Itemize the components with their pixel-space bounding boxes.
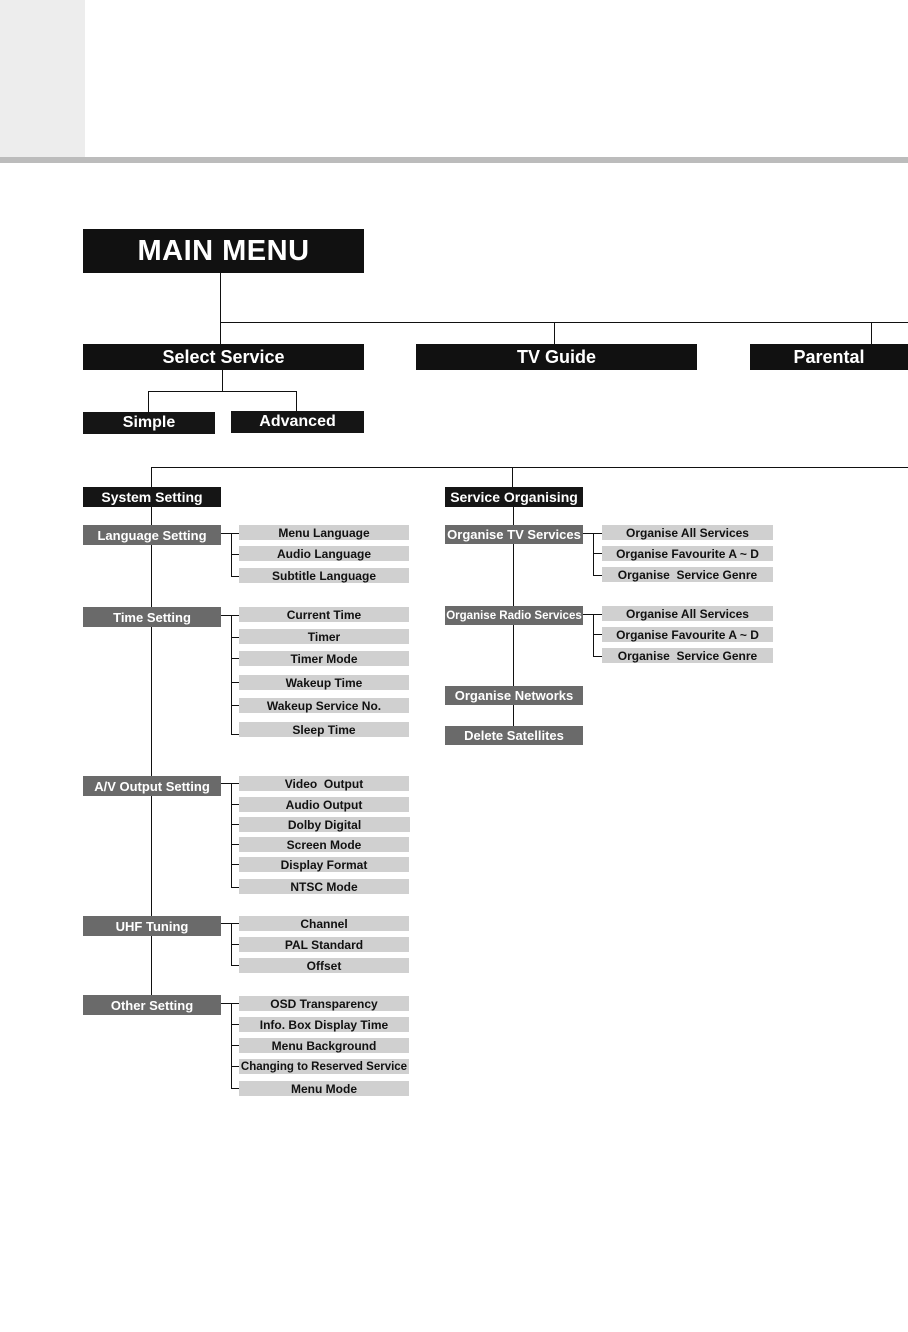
connector	[231, 783, 232, 888]
connector	[231, 1024, 239, 1025]
select-service-box: Select Service	[83, 344, 364, 370]
connector	[231, 824, 239, 825]
pal-standard-item: PAL Standard	[239, 937, 409, 952]
channel-item: Channel	[239, 916, 409, 931]
changing-reserved-service-item: Changing to Reserved Service	[240, 1060, 408, 1073]
menu-background-item: Menu Background	[239, 1038, 409, 1053]
ntsc-mode-item: NTSC Mode	[239, 879, 409, 894]
connector	[593, 533, 602, 534]
connector	[231, 1066, 239, 1067]
screen-mode-item: Screen Mode	[239, 837, 409, 852]
header-side-tab	[0, 0, 85, 157]
connector	[231, 923, 239, 924]
connector	[231, 887, 239, 888]
organise-service-genre-radio-item: Organise Service Genre	[602, 648, 773, 663]
connector	[231, 615, 232, 735]
organise-service-genre-tv-item: Organise Service Genre	[602, 567, 773, 582]
subtitle-language-item: Subtitle Language	[239, 568, 409, 583]
uhf-tuning-box: UHF Tuning	[83, 916, 221, 936]
connector	[593, 553, 602, 554]
organise-tv-services-box: Organise TV Services	[445, 525, 583, 544]
organise-radio-services-box: Organise Radio Services	[445, 606, 583, 625]
connector	[512, 467, 513, 487]
dolby-digital-item: Dolby Digital	[239, 817, 410, 832]
av-output-setting-box: A/V Output Setting	[83, 776, 221, 796]
service-organising-box: Service Organising	[445, 487, 583, 507]
connector	[231, 533, 239, 534]
wakeup-service-no-item: Wakeup Service No.	[239, 698, 409, 713]
parental-box: Parental	[750, 344, 908, 370]
timer-mode-item: Timer Mode	[239, 651, 409, 666]
organise-all-services-tv-item: Organise All Services	[602, 525, 773, 540]
connector	[593, 533, 594, 575]
delete-satellites-box: Delete Satellites	[445, 726, 583, 745]
connector	[231, 705, 239, 706]
connector	[231, 804, 239, 805]
wakeup-time-item: Wakeup Time	[239, 675, 409, 690]
connector	[231, 554, 239, 555]
connector	[231, 637, 239, 638]
connector	[148, 391, 149, 412]
audio-language-item: Audio Language	[239, 546, 409, 561]
connector	[231, 682, 239, 683]
main-menu-box: MAIN MENU	[83, 229, 364, 273]
header-rule	[0, 157, 908, 163]
connector	[231, 783, 239, 784]
advanced-box: Advanced	[231, 411, 364, 433]
display-format-item: Display Format	[239, 857, 409, 872]
organise-networks-box: Organise Networks	[445, 686, 583, 705]
time-setting-box: Time Setting	[83, 607, 221, 627]
connector	[593, 614, 602, 615]
connector	[231, 615, 239, 616]
connector	[231, 576, 239, 577]
connector	[220, 272, 221, 344]
connector	[593, 656, 602, 657]
connector	[231, 864, 239, 865]
connector	[231, 844, 239, 845]
organise-favourite-tv-item: Organise Favourite A ~ D	[602, 546, 773, 561]
other-setting-box: Other Setting	[83, 995, 221, 1015]
osd-transparency-item: OSD Transparency	[239, 996, 409, 1011]
connector	[593, 575, 602, 576]
connector	[231, 1088, 239, 1089]
audio-output-item: Audio Output	[239, 797, 409, 812]
connector	[222, 370, 223, 391]
connector	[231, 965, 239, 966]
simple-box: Simple	[83, 412, 215, 434]
video-output-item: Video Output	[239, 776, 409, 791]
connector	[151, 467, 152, 487]
timer-item: Timer	[239, 629, 409, 644]
connector	[231, 1003, 239, 1004]
tv-guide-box: TV Guide	[416, 344, 697, 370]
connector	[231, 1045, 239, 1046]
current-time-item: Current Time	[239, 607, 409, 622]
organise-all-services-radio-item: Organise All Services	[602, 606, 773, 621]
language-setting-box: Language Setting	[83, 525, 221, 545]
connector	[593, 614, 594, 656]
connector	[871, 322, 872, 344]
menu-mode-item: Menu Mode	[239, 1081, 409, 1096]
info-box-display-time-item: Info. Box Display Time	[239, 1017, 409, 1032]
organise-favourite-radio-item: Organise Favourite A ~ D	[602, 627, 773, 642]
system-setting-box: System Setting	[83, 487, 221, 507]
offset-item: Offset	[239, 958, 409, 973]
connector	[296, 391, 297, 411]
connector	[231, 734, 239, 735]
connector	[148, 391, 297, 392]
connector	[231, 1003, 232, 1089]
menu-language-item: Menu Language	[239, 525, 409, 540]
connector	[231, 944, 239, 945]
connector	[151, 467, 908, 468]
sleep-time-item: Sleep Time	[239, 722, 409, 737]
connector	[220, 322, 908, 323]
connector	[593, 634, 602, 635]
connector	[554, 322, 555, 344]
connector	[231, 658, 239, 659]
